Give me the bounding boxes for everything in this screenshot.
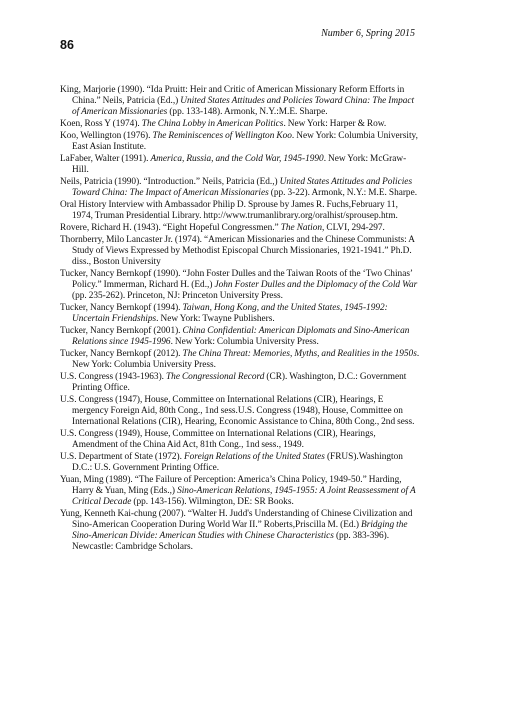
reference-entry: Yuan, Ming (1989). “The Failure of Perception: America’s China Policy, 1949-50.” Harding, Harry & Yuan, Ming (Eds.,) Sino-American Relations, 1945-1955: A Joint Reassessment of A Critical Decade (pp. 143-156). Wilmington, DE: SR Books. xyxy=(60,475,416,507)
reference-entry: U.S. Congress (1943-1963). The Congressional Record (CR). Washington, D.C.: Government Printing Office. xyxy=(60,372,407,393)
reference-entry: Thornberry, Milo Lancaster Jr. (1974). “American Missionaries and the Chinese Communists: A Study of Views Expressed by Methodist Episcopal Church Missionaries, 1921-1941.” Ph.D. diss., Boston University xyxy=(60,235,415,267)
reference-entry: King, Marjorie (1990). “Ida Pruitt: Heir and Critic of American Missionary Reform Efforts in China.” Neils, Patricia (Ed.,) United States Attitudes and Policies Toward China: The Impact of American Missionaries (pp. 133-148). Armonk, N.Y.:M.E. Sharpe. xyxy=(60,85,415,117)
reference-entry: Yung, Kenneth Kai-chung (2007). “Walter H. Judd's Understanding of Chinese Civilization and Sino-American Cooperation During World War II.” Roberts,Priscilla M. (Ed.) Bridging the Sino-American Divide: American Studies with Chinese Characteristics (pp. 383-396). Newcastle: Cambridge Scholars. xyxy=(60,509,413,552)
page-number: 86 xyxy=(60,38,74,52)
reference-entry: U.S. Congress (1949), House, Committee on International Relations (CIR), Hearings, Amendment of the China Aid Act, 81th Cong., 1nd sess., 1949. xyxy=(60,429,376,450)
reference-list xyxy=(60,85,420,554)
reference-entry: U.S. Department of State (1972). Foreign Relations of the United States (FRUS).Washington D.C.: U.S. Government Printing Office. xyxy=(60,452,403,473)
running-header: Number 6, Spring 2015 xyxy=(321,28,415,39)
reference-entry: Tucker, Nancy Bernkopf (2012). The China Threat: Memories, Myths, and Realities in the 1950s. New York: Columbia University Press. xyxy=(60,349,420,370)
reference-entry: Tucker, Nancy Bernkopf (2001). China Confidential: American Diplomats and Sino-American Relations since 1945-1996. New York: Columbia University Press. xyxy=(60,326,410,347)
reference-entry: Oral History Interview with Ambassador Philip D. Sprouse by James R. Fuchs,February 11, 1974, Truman Presidential Library. http://www.trumanlibrary.org/oralhist/sprousep.htm. xyxy=(60,200,398,221)
reference-entry: Rovere, Richard H. (1943). “Eight Hopeful Congressmen.” The Nation, CLVI, 294-297. xyxy=(60,223,385,233)
reference-entry: Koen, Ross Y (1974). The China Lobby in American Politics. New York: Harper & Row. xyxy=(60,119,387,129)
reference-entry: Neils, Patricia (1990). “Introduction.” Neils, Patricia (Ed.,) United States Attitudes and Policies Toward China: The Impact of American Missionaries (pp. 3-22). Armonk, N.Y.: M.E. Sharpe. xyxy=(60,177,418,198)
reference-entry: LaFaber, Walter (1991). America, Russia, and the Cold War, 1945-1990. New York: McGraw-Hill. xyxy=(60,154,407,175)
reference-entry: Tucker, Nancy Bernkopf (1994). Taiwan, Hong Kong, and the United States, 1945-1992: Uncertain Friendships. New York: Twayne Publishers. xyxy=(60,303,388,324)
reference-entry: Tucker, Nancy Bernkopf (1990). “John Foster Dulles and the Taiwan Roots of the ‘Two Chinas’ Policy.” Immerman, Richard H. (Ed.,) John Foster Dulles and the Diplomacy of the Cold War (pp. 235-262). Princeton, NJ: Princeton University Press. xyxy=(60,269,418,301)
reference-entry: U.S. Congress (1947), House, Committee on International Relations (CIR), Hearings, E mergency Foreign Aid, 80th Cong., 1nd sess.U.S. Congress (1948), House, Committee on International Relations (CIR), Hearing, Economic Assistance to China, 80th Cong., 2nd sess. xyxy=(60,395,415,427)
reference-entry: Koo, Wellington (1976). The Reminiscences of Wellington Koo. New York: Columbia University, East Asian Institute. xyxy=(60,131,418,152)
